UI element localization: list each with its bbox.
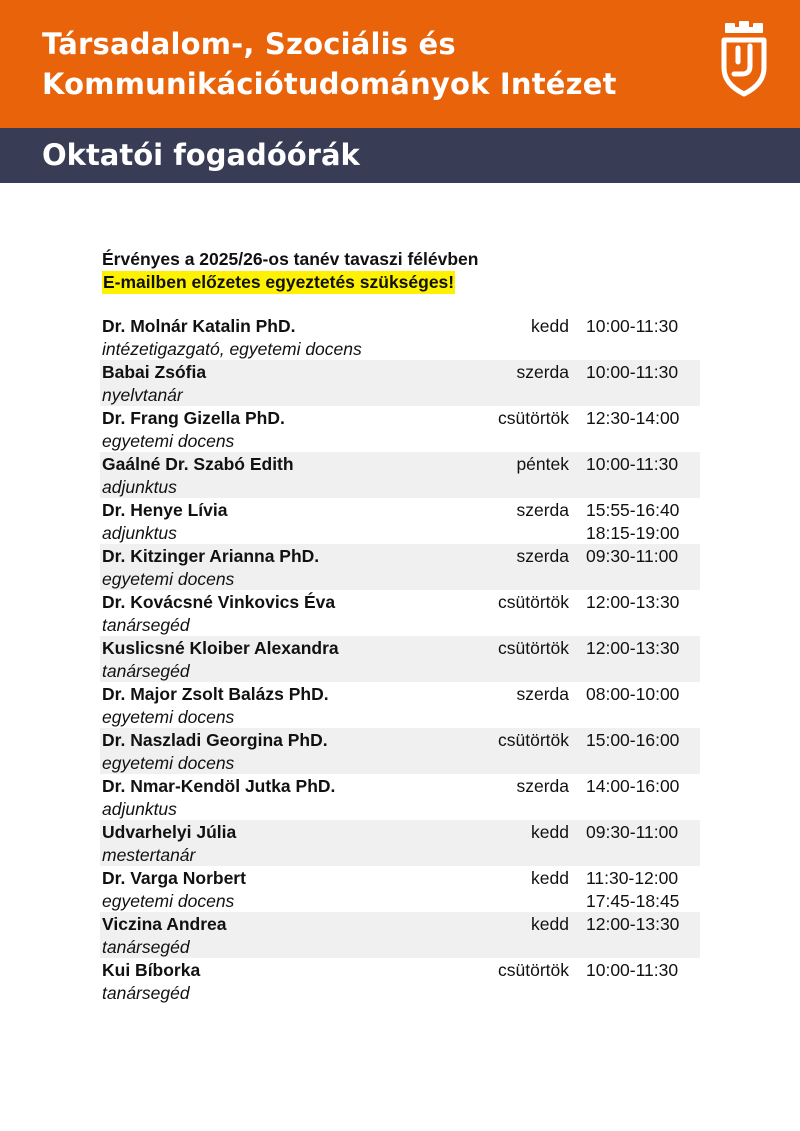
- staff-name: Babai Zsófia: [102, 362, 207, 382]
- staff-row: [100, 774, 700, 820]
- office-hour-time: 10:00-11:30: [586, 454, 679, 474]
- staff-role: egyetemi docens: [102, 707, 235, 727]
- staff-name: Dr. Molnár Katalin PhD.: [102, 316, 296, 336]
- office-hour-day: csütörtök: [498, 408, 569, 428]
- institute-title: [42, 24, 722, 104]
- staff-row: [100, 406, 700, 452]
- office-hour-times: [586, 591, 679, 614]
- staff-role: adjunktus: [102, 477, 177, 497]
- office-hour-time: 11:30-12:00: [586, 868, 679, 888]
- office-hour-times: [586, 775, 679, 798]
- staff-row: [100, 682, 700, 728]
- staff-name: Dr. Frang Gizella PhD.: [102, 408, 285, 428]
- staff-row: [100, 498, 700, 544]
- email-notice: E-mailben előzetes egyeztetés szükséges!: [103, 272, 455, 292]
- office-hour-time: 17:45-18:45: [586, 891, 680, 911]
- staff-row: [100, 958, 700, 1004]
- office-hour-day: kedd: [531, 868, 569, 888]
- office-hour-times: [586, 683, 679, 706]
- info-block: [102, 248, 478, 294]
- office-hour-day: szerda: [516, 684, 569, 704]
- office-hour-day: szerda: [516, 362, 569, 382]
- office-hour-times: [586, 499, 679, 545]
- office-hour-times: [586, 315, 678, 338]
- staff-role: nyelvtanár: [102, 385, 183, 405]
- office-hour-day: szerda: [516, 500, 569, 520]
- office-hour-times: [586, 637, 679, 660]
- institute-title-line2: Kommunikációtudományok Intézet: [42, 67, 617, 101]
- validity-text: Érvényes a 2025/26-os tanév tavaszi félévben: [102, 249, 479, 269]
- staff-row: [100, 866, 700, 912]
- office-hour-times: [586, 407, 679, 430]
- staff-name: Dr. Naszladi Georgina PhD.: [102, 730, 328, 750]
- office-hour-day: péntek: [516, 454, 569, 474]
- office-hour-times: [586, 361, 678, 384]
- office-hour-times: [586, 821, 678, 844]
- staff-name: Dr. Henye Lívia: [102, 500, 228, 520]
- office-hour-time: 15:55-16:40: [586, 500, 680, 520]
- staff-row: [100, 314, 700, 360]
- office-hour-day: csütörtök: [498, 730, 569, 750]
- office-hours-list: [100, 314, 700, 1004]
- staff-name: Kui Bíborka: [102, 960, 201, 980]
- staff-name: Gaálné Dr. Szabó Edith: [102, 454, 294, 474]
- staff-name: Viczina Andrea: [102, 914, 227, 934]
- office-hour-day: csütörtök: [498, 592, 569, 612]
- staff-name: Dr. Varga Norbert: [102, 868, 246, 888]
- office-hour-time: 09:30-11:00: [586, 822, 679, 842]
- office-hour-time: 08:00-10:00: [586, 684, 680, 704]
- staff-name: Dr. Kovácsné Vinkovics Éva: [102, 592, 336, 612]
- office-hour-time: 10:00-11:30: [586, 960, 679, 980]
- office-hour-time: 12:00-13:30: [586, 914, 680, 934]
- staff-name: Dr. Kitzinger Arianna PhD.: [102, 546, 320, 566]
- staff-row: [100, 820, 700, 866]
- staff-name: Dr. Major Zsolt Balázs PhD.: [102, 684, 329, 704]
- office-hour-time: 12:00-13:30: [586, 592, 680, 612]
- office-hour-day: kedd: [531, 316, 569, 336]
- staff-role: tanársegéd: [102, 615, 190, 635]
- staff-role: tanársegéd: [102, 983, 190, 1003]
- staff-row: [100, 452, 700, 498]
- office-hour-time: 10:00-11:30: [586, 316, 679, 336]
- staff-name: Kuslicsné Kloiber Alexandra: [102, 638, 339, 658]
- staff-row: [100, 912, 700, 958]
- staff-role: mestertanár: [102, 845, 196, 865]
- staff-role: tanársegéd: [102, 937, 190, 957]
- staff-role: adjunktus: [102, 799, 177, 819]
- staff-name: Udvarhelyi Júlia: [102, 822, 237, 842]
- office-hour-time: 15:00-16:00: [586, 730, 680, 750]
- office-hour-times: [586, 545, 678, 568]
- staff-role: egyetemi docens: [102, 569, 235, 589]
- office-hour-time: 09:30-11:00: [586, 546, 679, 566]
- office-hour-day: kedd: [531, 914, 569, 934]
- staff-row: [100, 590, 700, 636]
- staff-role: egyetemi docens: [102, 891, 235, 911]
- staff-role: adjunktus: [102, 523, 177, 543]
- staff-role: egyetemi docens: [102, 753, 235, 773]
- page-title: Oktatói fogadóórák: [42, 138, 360, 172]
- office-hour-time: 10:00-11:30: [586, 362, 679, 382]
- office-hour-day: csütörtök: [498, 638, 569, 658]
- staff-role: intézetigazgató, egyetemi docens: [102, 339, 362, 359]
- office-hour-times: [586, 729, 679, 752]
- staff-row: [100, 544, 700, 590]
- staff-role: egyetemi docens: [102, 431, 235, 451]
- office-hour-time: 12:30-14:00: [586, 408, 680, 428]
- institute-title-line1: Társadalom-, Szociális és: [42, 27, 456, 61]
- staff-row: [100, 728, 700, 774]
- staff-role: tanársegéd: [102, 661, 190, 681]
- office-hour-day: csütörtök: [498, 960, 569, 980]
- university-crest-icon: [716, 18, 772, 98]
- office-hour-day: szerda: [516, 776, 569, 796]
- staff-name: Dr. Nmar-Kendöl Jutka PhD.: [102, 776, 336, 796]
- staff-row: [100, 360, 700, 406]
- office-hour-times: [586, 453, 678, 476]
- office-hour-day: kedd: [531, 822, 569, 842]
- office-hour-time: 14:00-16:00: [586, 776, 680, 796]
- office-hour-time: 18:15-19:00: [586, 523, 680, 543]
- staff-row: [100, 636, 700, 682]
- office-hour-time: 12:00-13:30: [586, 638, 680, 658]
- office-hour-times: [586, 913, 679, 936]
- office-hour-times: [586, 867, 679, 913]
- office-hour-day: szerda: [516, 546, 569, 566]
- office-hour-times: [586, 959, 678, 982]
